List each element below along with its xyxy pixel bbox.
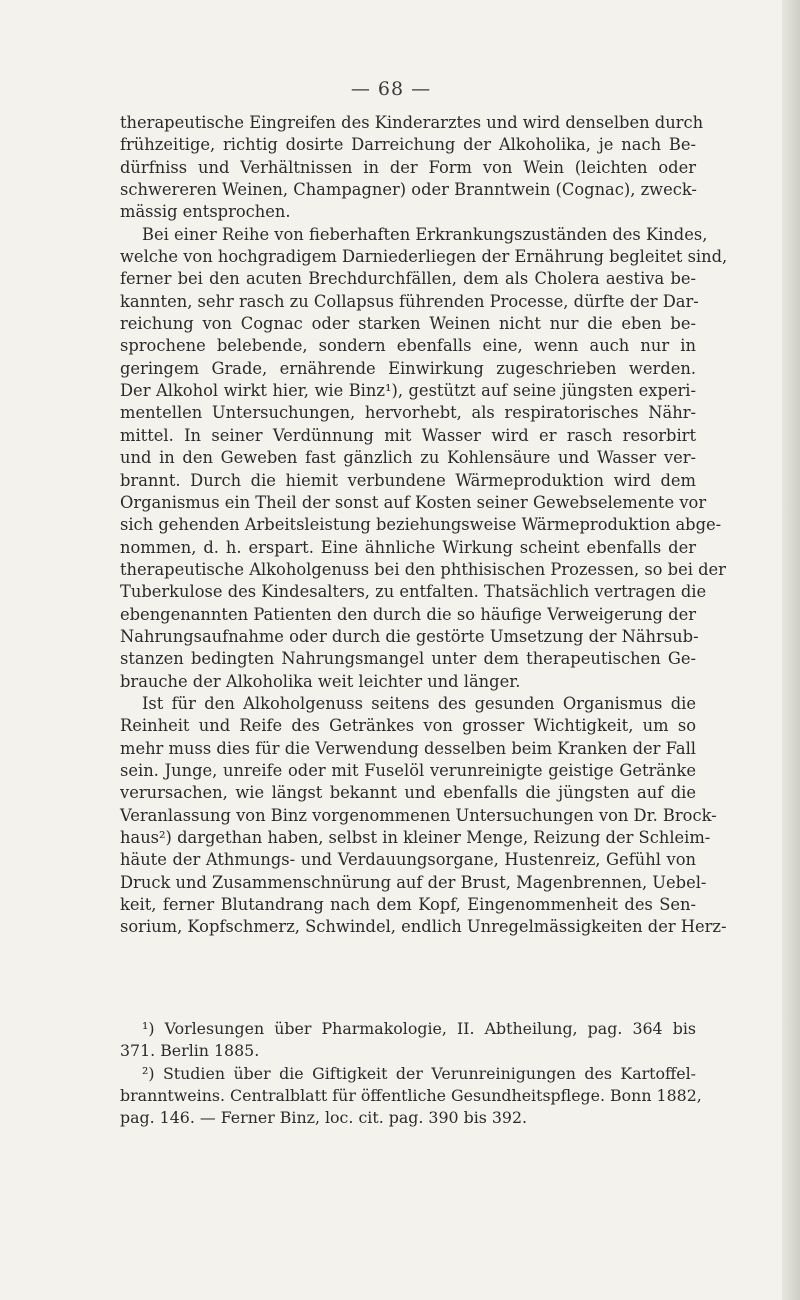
text-line: häute der Athmungs- und Verdauungsorgane, Hustenreiz, Gefühl von xyxy=(120,850,696,870)
text-line: Nahrungsaufnahme oder durch die gestörte Umsetzung der Nährsub- xyxy=(120,626,699,646)
text-line: Reinheit und Reife des Getränkes von grosser Wichtigkeit, um so xyxy=(120,716,696,736)
text-line: therapeutische Alkoholgenuss bei den phthisischen Prozessen, so bei der xyxy=(120,559,726,579)
text-line: Der Alkohol wirkt hier, wie Binz¹), gestützt auf seine jüngsten experi- xyxy=(120,381,696,401)
text-line: sein. Junge, unreife oder mit Fuselöl verunreinigte geistige Getränke xyxy=(120,760,696,780)
text-line: kannten, sehr rasch zu Collapsus führenden Processe, dürfte der Dar- xyxy=(120,291,699,311)
text-line: nommen, d. h. erspart. Eine ähnliche Wirkung scheint ebenfalls der xyxy=(120,537,696,557)
text-line: sich gehenden Arbeitsleistung beziehungsweise Wärmeproduktion abge- xyxy=(120,515,722,535)
text-line: mentellen Untersuchungen, hervorhebt, als respiratorisches Nähr- xyxy=(120,403,696,423)
text-line: sprochene belebende, sondern ebenfalls eine, wenn auch nur in xyxy=(120,336,696,356)
text-line: frühzeitige, richtig dosirte Darreichung der Alkoholika, je nach Be- xyxy=(120,135,696,155)
text-line: mittel. In seiner Verdünnung mit Wasser wird er rasch resorbirt xyxy=(120,425,696,445)
text-line: schwereren Weinen, Champagner) oder Branntwein (Cognac), zweck- xyxy=(120,180,697,200)
text-line: und in den Geweben fast gänzlich zu Kohlensäure und Wasser ver- xyxy=(120,448,696,468)
page-edge xyxy=(782,0,800,1300)
body-text xyxy=(120,112,728,939)
text-line: ebengenannten Patienten den durch die so häufige Verweigerung der xyxy=(120,604,696,624)
text-line: keit, ferner Blutandrang nach dem Kopf, Eingenommenheit des Sen- xyxy=(120,895,696,915)
text-line: therapeutische Eingreifen des Kinderarztes und wird denselben durch xyxy=(120,113,704,132)
text-line: verursachen, wie längst bekannt und ebenfalls die jüngsten auf die xyxy=(120,783,696,803)
footnote-2-cont: branntweins. Centralblatt für öffentliche Gesundheitspflege. Bonn 1882, xyxy=(120,1085,702,1105)
text-line: mässig entsprochen. xyxy=(120,202,291,222)
text-line: ferner bei den acuten Brechdurchfällen, dem als Cholera aestiva be- xyxy=(120,269,696,289)
footnote-2-end: pag. 146. — Ferner Binz, loc. cit. pag. 390 bis 392. xyxy=(120,1108,528,1128)
footnote-1: ¹) Vorlesungen über Pharmakologie, II. Abtheilung, pag. 364 bis xyxy=(142,1019,696,1038)
text-line: geringem Grade, ernährende Einwirkung zugeschrieben werden. xyxy=(120,358,696,378)
footnotes xyxy=(120,1018,702,1129)
text-line: welche von hochgradigem Darniederliegen der Ernährung begleitet sind, xyxy=(120,247,728,267)
text-line: Ist für den Alkoholgenuss seitens des gesunden Organismus die xyxy=(142,693,696,713)
text-line: stanzen bedingten Nahrungsmangel unter dem therapeutischen Ge- xyxy=(120,649,696,669)
footnote-2: ²) Studien über die Giftigkeit der Verunreinigungen des Kartoffel- xyxy=(142,1063,696,1083)
page-number: — 68 — xyxy=(350,78,432,100)
text-line: Druck und Zusammenschnürung auf der Brust, Magenbrennen, Uebel- xyxy=(120,872,707,892)
text-line: Tuberkulose des Kindesalters, zu entfalten. Thatsächlich vertragen die xyxy=(120,582,707,602)
text-line: Organismus ein Theil der sonst auf Kosten seiner Gewebselemente vor xyxy=(120,492,707,512)
text-line: brannt. Durch die hiemit verbundene Wärmeproduktion wird dem xyxy=(120,470,696,490)
footnote-1-cont: 371. Berlin 1885. xyxy=(120,1041,260,1061)
text-line: dürfniss und Verhältnissen in der Form von Wein (leichten oder xyxy=(120,157,696,177)
text-line: Veranlassung von Binz vorgenommenen Untersuchungen von Dr. Brock- xyxy=(120,805,717,825)
text-line: Bei einer Reihe von fieberhaften Erkrankungszuständen des Kindes, xyxy=(142,224,708,244)
text-line: haus²) dargethan haben, selbst in kleiner Menge, Reizung der Schleim- xyxy=(120,828,711,847)
text-line: brauche der Alkoholika weit leichter und länger. xyxy=(120,671,521,691)
text-line: reichung von Cognac oder starken Weinen nicht nur die eben be- xyxy=(120,314,696,334)
text-line: sorium, Kopfschmerz, Schwindel, endlich Unregelmässigkeiten der Herz- xyxy=(120,917,727,937)
text-line: mehr muss dies für die Verwendung desselben beim Kranken der Fall xyxy=(120,738,696,758)
